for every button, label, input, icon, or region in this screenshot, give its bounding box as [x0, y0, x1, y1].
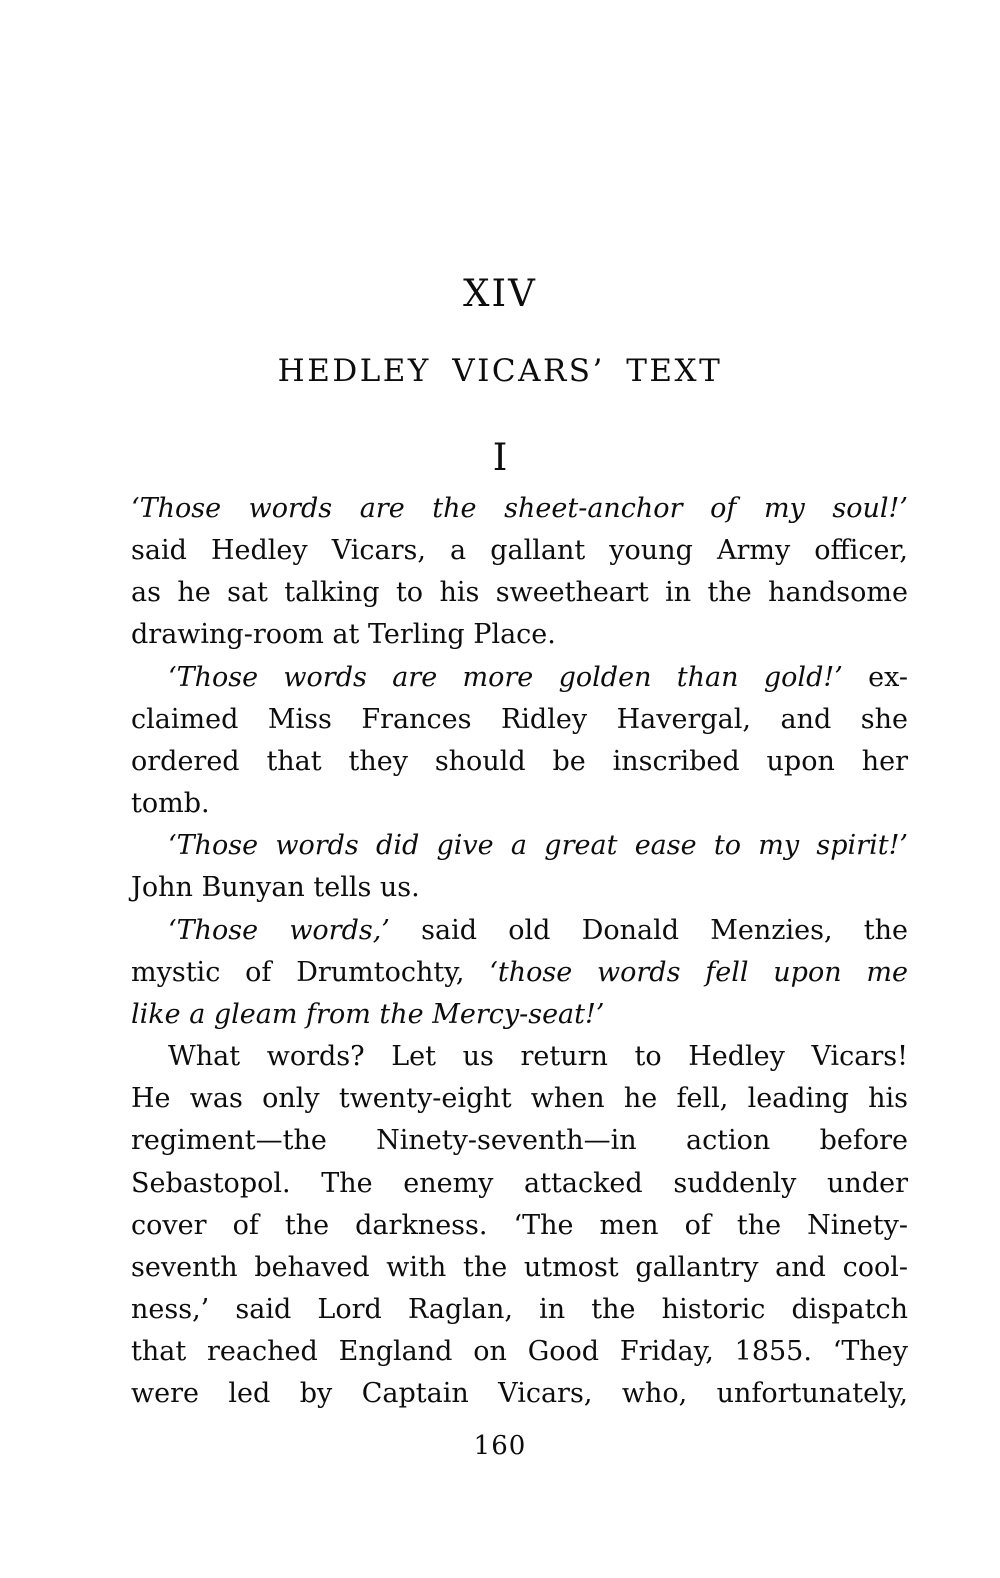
text-segment: regiment—the Ninety-seventh—in action before — [131, 1125, 908, 1157]
text-line — [131, 1120, 908, 1162]
text-segment: drawing-room at Terling Place. — [131, 619, 556, 651]
text-segment: as he sat talking to his sweetheart in the handsome — [131, 577, 908, 609]
text-segment: ‘Those words are the sheet-anchor of my soul!’ — [131, 493, 908, 524]
text-line — [131, 1247, 908, 1289]
text-segment: claimed Miss Frances Ridley Havergal, and she — [131, 703, 908, 735]
text-line — [131, 825, 908, 867]
text-line — [131, 1331, 908, 1373]
text-line — [131, 1163, 908, 1205]
text-segment: like a gleam from the Mercy-seat!’ — [131, 998, 605, 1030]
chapter-number: XIV — [463, 272, 537, 315]
text-segment: mystic of Drumtochty, — [131, 956, 490, 988]
text-segment: cover of the darkness. ‘The men of the Ninety- — [131, 1209, 908, 1241]
text-segment: Sebastopol. The enemy attacked suddenly under — [131, 1167, 908, 1199]
text-line — [131, 783, 908, 825]
text-segment: ‘those words fell upon me — [489, 956, 909, 988]
text-segment: John Bunyan tells us. — [131, 872, 420, 904]
text-segment: tomb. — [131, 788, 210, 820]
page-number: 160 — [473, 1431, 527, 1461]
text-line — [131, 1373, 908, 1415]
text-segment: He was only twenty-eight when he fell, leading his — [131, 1083, 908, 1115]
text-line — [131, 572, 908, 614]
text-segment: ‘Those words,’ — [168, 914, 390, 946]
text-line — [131, 1289, 908, 1331]
text-segment: ‘Those words did give a great ease to my spirit!’ — [168, 830, 908, 862]
text-line — [131, 1036, 908, 1078]
text-segment: ordered that they should be inscribed upon her — [131, 745, 908, 777]
text-line — [131, 657, 908, 699]
text-segment: ness,’ said Lord Raglan, in the historic dispatch — [131, 1293, 908, 1325]
text-line — [131, 994, 908, 1036]
text-line — [131, 741, 908, 783]
text-segment: seventh behaved with the utmost gallantry and cool- — [131, 1251, 908, 1283]
text-line — [131, 699, 908, 741]
text-line — [131, 867, 908, 909]
text-line — [131, 1205, 908, 1247]
text-segment: ‘Those words are more golden than gold!’ — [168, 661, 843, 693]
chapter-title: HEDLEY VICARS’ TEXT — [277, 353, 723, 389]
text-segment: were led by Captain Vicars, who, unfortunately, — [131, 1378, 908, 1410]
text-line — [131, 530, 908, 572]
text-segment: What words? Let us return to Hedley Vicars! — [168, 1041, 908, 1073]
text-line — [131, 1078, 908, 1120]
text-segment: ex- — [842, 661, 908, 693]
text-line — [131, 614, 908, 656]
section-number: I — [492, 436, 508, 479]
text-segment: that reached England on Good Friday, 1855. ‘They — [131, 1336, 908, 1368]
text-segment: said old Donald Menzies, the — [389, 914, 909, 946]
text-line — [131, 488, 908, 530]
text-line — [131, 952, 908, 994]
text-segment: said Hedley Vicars, a gallant young Army officer, — [131, 535, 908, 567]
body-text — [131, 488, 908, 1415]
text-line — [131, 910, 908, 952]
